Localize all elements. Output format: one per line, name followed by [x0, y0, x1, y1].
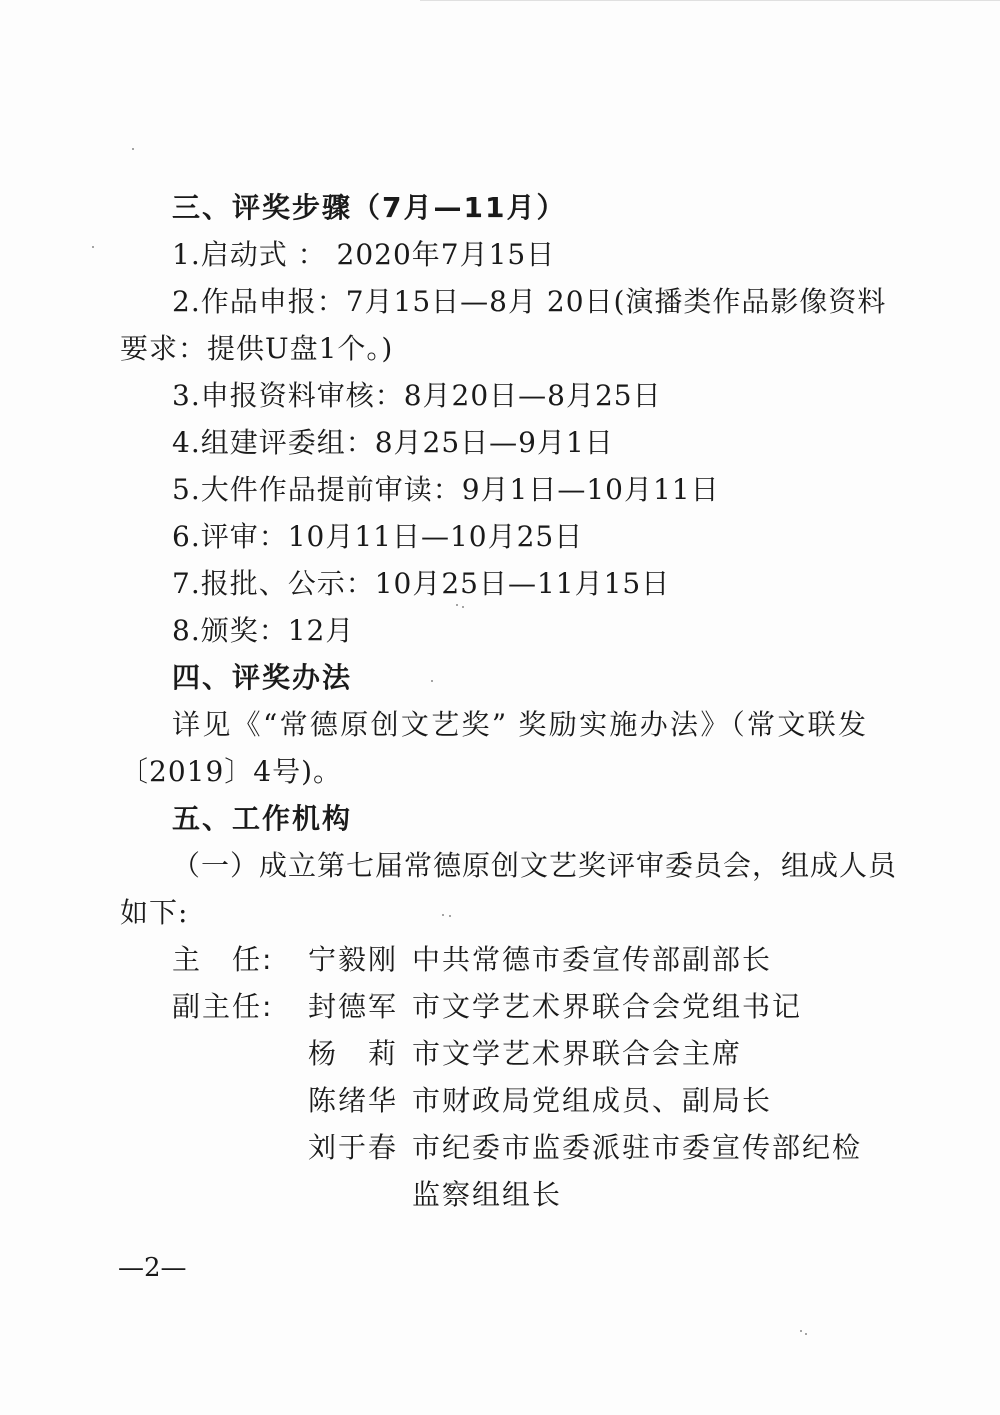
scan-speck: [132, 148, 134, 150]
section-4-line-2: 〔2019〕4号)。: [120, 755, 342, 788]
scan-speck: [449, 915, 451, 917]
committee-role: 副主任:: [172, 990, 274, 1023]
step-3: 3.申报资料审核：8月20日—8月25日: [172, 379, 662, 412]
step-2: 2.作品申报：7月15日—8月 20日(演播类作品影像资料: [172, 285, 887, 318]
committee-title: 市文学艺术界联合会党组书记: [412, 990, 803, 1023]
step-1: 1.启动式 ： 2020年7月15日: [172, 238, 556, 271]
committee-title: 中共常德市委宣传部副部长: [412, 943, 773, 976]
committee-name: 陈绪华: [308, 1084, 399, 1117]
step-2-continued: 要求：提供U盘1个。): [120, 332, 394, 365]
step-4: 4.组建评委组：8月25日—9月1日: [172, 426, 614, 459]
section-5-line-1: （一）成立第七届常德原创文艺奖评审委员会，组成人员: [172, 849, 898, 882]
scan-speck: [442, 914, 444, 916]
committee-name: 宁毅刚: [308, 943, 399, 976]
section-4-line-1: 详见《“常德原创文艺奖” 奖励实施办法》（常文联发: [172, 708, 867, 741]
committee-title: 市文学艺术界联合会主席: [412, 1037, 743, 1070]
scan-speck: [800, 1330, 802, 1332]
scan-speck: [805, 1333, 807, 1335]
scan-speck: [462, 606, 464, 608]
committee-title: 市财政局党组成员、副局长: [412, 1084, 773, 1117]
section-5-line-2: 如下:: [120, 896, 189, 929]
step-5: 5.大件作品提前审读：9月1日—10月11日: [172, 473, 720, 506]
page-number: —2—: [118, 1253, 187, 1283]
committee-name: 封德军: [308, 990, 399, 1023]
step-7: 7.报批、公示：10月25日—11月15日: [172, 567, 671, 600]
committee-role: 主 任:: [172, 943, 274, 976]
committee-name: 杨 莉: [308, 1037, 399, 1070]
step-8: 8.颁奖：12月: [172, 614, 355, 647]
section-4-heading: 四、评奖办法: [172, 661, 353, 694]
scan-speck: [456, 604, 458, 606]
committee-title: 监察组组长: [412, 1178, 563, 1211]
section-5-heading: 五、工作机构: [172, 802, 353, 835]
scan-speck: [92, 246, 94, 248]
scan-edge-line: [420, 0, 1000, 1]
committee-title: 市纪委市监委派驻市委宣传部纪检: [412, 1131, 863, 1164]
section-3-heading: 三、评奖步骤（7月—11月）: [172, 191, 567, 224]
scan-speck: [431, 680, 433, 682]
step-6: 6.评审：10月11日—10月25日: [172, 520, 584, 553]
committee-name: 刘于春: [308, 1131, 399, 1164]
